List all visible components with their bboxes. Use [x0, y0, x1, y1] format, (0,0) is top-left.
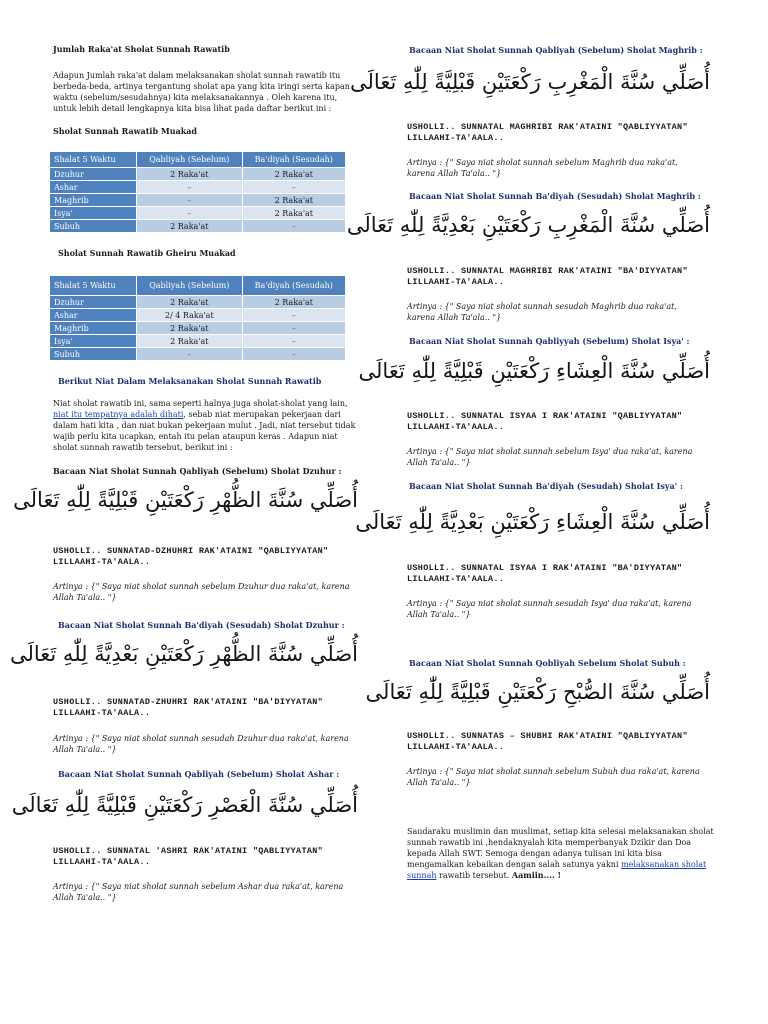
table-row: Ashar 2/ 4 Raka'at – [50, 309, 346, 322]
table-row: Isya' – 2 Raka'at [50, 207, 346, 220]
heading-qabliyah-maghrib: Bacaan Niat Sholat Sunnah Qabliyah (Sebelum) Sholat Maghrib : [409, 45, 703, 55]
latin-niat: USHOLLI.. SUNNATAD-DZHUHRI RAK'ATAINI "QABLIYYATAN" LILLAAHI-TA'AALA.. [53, 546, 329, 567]
heading-qobliyah-subuh: Bacaan Niat Sholat Sunnah Qobliyah Sebelum Sholat Subuh : [409, 658, 686, 668]
th-qabliyah: Qabliyah (Sebelum) [137, 276, 243, 296]
arabic-niat-qobliyah-subuh: أُصَلِّي سُنَّةَ الصُّبْحِ رَكْعَتَيْنِ قَبْلِيَّةً لِلّٰهِ تَعَالَى [365, 680, 710, 704]
artinya: Artinya : {" Saya niat sholat sunnah sebelum Ashar dua raka'at, karena Allah Ta'ala.. "} [53, 882, 344, 902]
table-ghairu [49, 275, 346, 361]
latin-niat: USHOLLI.. SUNNATAL MAGHRIBI RAK'ATAINI "BA'DIYYATAN" LILLAAHI-TA'AALA.. [407, 266, 688, 287]
muakad-title: Sholat Sunnah Rawatib Muakad [53, 126, 198, 136]
heading-qabliyah-isya: Bacaan Niat Sholat Sunnah Qabliyyah (Sebelum) Sholat Isya' : [409, 336, 690, 346]
closing-link[interactable]: melaksanakan sholat sunnah [407, 860, 707, 880]
heading-badiyah-dzuhur: Bacaan Niat Sholat Sunnah Ba'diyah (Sesudah) Sholat Dzuhur : [58, 620, 345, 630]
artinya: Artinya : {" Saya niat sholat sunnah sesudah Isya' dua raka'at, karena Allah Ta'ala.. "} [407, 599, 692, 619]
latin-niat: USHOLLI.. SUNNATAL ISYAA I RAK'ATAINI "BA'DIYYATAN" LILLAAHI-TA'AALA.. [407, 563, 683, 584]
th-badiyah: Ba'diyah (Sesudah) [242, 152, 345, 168]
table-row: Dzuhur 2 Raka'at 2 Raka'at [50, 296, 346, 309]
table-row: Maghrib 2 Raka'at – [50, 322, 346, 335]
page-title: Jumlah Raka'at Sholat Sunnah Rawatib [53, 44, 230, 54]
arabic-niat-qabliyah-dzuhur: أُصَلِّي سُنَّةَ الظُّهْرِ رَكْعَتَيْنِ قَبْلِيَّةً لِلّٰهِ تَعَالَى [13, 488, 358, 512]
arabic-niat-badiyah-maghrib: أُصَلِّي سُنَّةَ الْمَغْرِبِ رَكْعَتَيْنِ بَعْدِيَّةً لِلّٰهِ تَعَالَى [346, 213, 710, 237]
table-row: Subuh 2 Raka'at – [50, 220, 346, 233]
artinya: Artinya : {" Saya niat sholat sunnah sebelum Subuh dua raka'at, karena Allah Ta'ala.. "} [407, 767, 700, 787]
th-waktu: Shalat 5 Waktu [50, 276, 137, 296]
arabic-niat-badiyah-dzuhur: أُصَلِّي سُنَّةَ الظُّهْرِ رَكْعَتَيْنِ بَعْدِيَّةً لِلّٰهِ تَعَالَى [9, 642, 358, 666]
heading-badiyah-maghrib: Bacaan Niat Sholat Sunnah Ba'diyah (Sesudah) Sholat Maghrib : [409, 191, 701, 201]
latin-niat: USHOLLI.. SUNNATAD-ZHUHRI RAK'ATAINI "BA'DIYYATAN" LILLAAHI-TA'AALA.. [53, 697, 324, 718]
closing-paragraph: Saudaraku muslimin dan muslimat, setiap kita selesai melaksanakan sholat sunnah rawatib ini ,hendaknyalah kita memperbanyak Dzikir dan Doa kepada Allah SWT. Semoga dengan adanya tulisan ini kita bisa mengamalkan kebaikan dengan salah satunya yakni melaksanakan sholat sunnah rawatib tersebut. Aamiin.... ! [407, 827, 714, 880]
table-muakad [49, 151, 346, 233]
th-badiyah: Ba'diyah (Sesudah) [242, 276, 345, 296]
table-row: Maghrib – 2 Raka'at [50, 194, 346, 207]
heading-qabliyah-dzuhur: Bacaan Niat Sholat Sunnah Qabliyah (Sebelum) Sholat Dzuhur : [53, 466, 342, 476]
table-row: Dzuhur 2 Raka'at 2 Raka'at [50, 168, 346, 181]
artinya: Artinya : {" Saya niat sholat sunnah sebelum Maghrib dua raka'at, karena Allah Ta'ala.. "} [407, 158, 678, 178]
heading-badiyah-isya: Bacaan Niat Sholat Sunnah Ba'diyah (Sesudah) Sholat Isya' : [409, 481, 683, 491]
artinya: Artinya : {" Saya niat sholat sunnah sebelum Isya' dua raka'at, karena Allah Ta'ala.. "} [407, 447, 693, 467]
niat-link[interactable]: niat itu tempatnya adalah dihati [53, 410, 184, 419]
table-row: Ashar – – [50, 181, 346, 194]
artinya: Artinya : {" Saya niat sholat sunnah sesudah Dzuhur dua raka'at, karena Allah Ta'ala.. "} [53, 734, 349, 754]
table-row: Isya' 2 Raka'at – [50, 335, 346, 348]
latin-niat: USHOLLI.. SUNNATAL MAGHRIBI RAK'ATAINI "QABLIYYATAN" LILLAAHI-TA'AALA.. [407, 122, 688, 143]
latin-niat: USHOLLI.. SUNNATAL ISYAA I RAK'ATAINI "QABLIYYATAN" LILLAAHI-TA'AALA.. [407, 411, 683, 432]
ghairu-title: Sholat Sunnah Rawatib Gheiru Muakad [58, 248, 236, 258]
aamiin: Aamiin.... ! [511, 870, 562, 880]
table-row: Subuh – – [50, 348, 346, 361]
arabic-niat-qabliyah-ashar: أُصَلِّي سُنَّةَ الْعَصْرِ رَكْعَتَيْنِ قَبْلِيَّةً لِلّٰهِ تَعَالَى [11, 793, 358, 817]
artinya: Artinya : {" Saya niat sholat sunnah sesudah Maghrib dua raka'at, karena Allah Ta'ala.. "} [407, 302, 677, 322]
arabic-niat-badiyah-isya: أُصَلِّي سُنَّةَ الْعِشَاءِ رَكْعَتَيْنِ بَعْدِيَّةً لِلّٰهِ تَعَالَى [355, 510, 710, 534]
th-waktu: Shalat 5 Waktu [50, 152, 137, 168]
arabic-niat-qabliyah-maghrib: أُصَلِّي سُنَّةَ الْمَغْرِبِ رَكْعَتَيْنِ قَبْلِيَّةً لِلّٰهِ تَعَالَى [350, 70, 710, 94]
latin-niat: USHOLLI.. SUNNATAL 'ASHRI RAK'ATAINI "QABLIYYATAN" LILLAAHI-TA'AALA.. [53, 846, 324, 867]
berikut-title: Berikut Niat Dalam Melaksanakan Sholat Sunnah Rawatib [58, 376, 322, 386]
heading-qabliyah-ashar: Bacaan Niat Sholat Sunnah Qabliyah (Sebelum) Sholat Ashar : [58, 769, 340, 779]
arabic-niat-qabliyah-isya: أُصَلِّي سُنَّةَ الْعِشَاءِ رَكْعَتَيْنِ قَبْلِيَّةً لِلّٰهِ تَعَالَى [358, 359, 710, 383]
artinya: Artinya : {" Saya niat sholat sunnah sebelum Dzuhur dua raka'at, karena Allah Ta'ala.. "} [53, 582, 350, 602]
intro-paragraph: Adapun Jumlah raka'at dalam melaksanakan sholat sunnah rawatib itu berbeda-beda, artinya tergantung sholat apa yang kita iringi serta kapan waktu (sebelum/sesudahnya) kita melaksanakannya . Oleh karena itu, untuk lebih detail lengkapnya kita bisa lihat pada daftar berikut ini : [53, 71, 350, 113]
niat-paragraph: Niat sholat rawatib ini, sama seperti halnya juga sholat-sholat yang lain, niat itu tempatnya adalah dihati, sebab niat merupakan pekerjaan dari dalam hati kita , dan niat bukan pekerjaan mulut . Jadi, niat tersebut tidak wajib perlu kita ucapkan, entah itu pelan ataupun keras . Adapun niat sholat sunnah rawatib tersebut, berikut ini : [53, 399, 356, 452]
latin-niat: USHOLLI.. SUNNATAS – SHUBHI RAK'ATAINI "QABLIYYATAN" LILLAAHI-TA'AALA.. [407, 731, 688, 752]
th-qabliyah: Qabliyah (Sebelum) [137, 152, 243, 168]
